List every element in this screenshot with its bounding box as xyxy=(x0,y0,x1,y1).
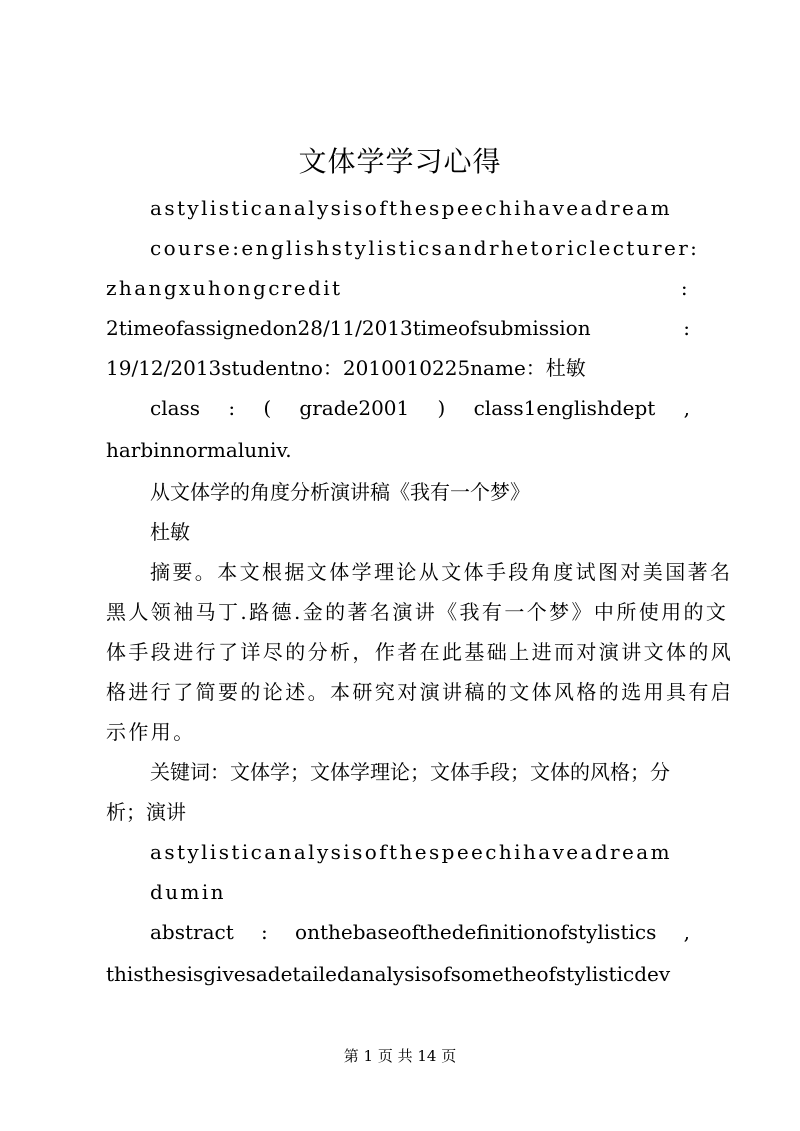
grade-value: grade2001 xyxy=(299,396,410,420)
abstract-line-1: 摘要。本文根据文体学理论从文体手段角度试图对美国著名 xyxy=(150,560,733,584)
class-label: class xyxy=(150,396,201,420)
course-line xyxy=(150,228,700,268)
colon: : xyxy=(228,396,236,420)
lecturer-line xyxy=(106,268,690,308)
class-line xyxy=(150,388,690,428)
english-abstract-line-2: thisthesisgivesadetailedanalysisofsometheofstylisticdev xyxy=(106,962,671,986)
english-abstract-line-1 xyxy=(150,912,690,952)
open-paren: ( xyxy=(263,396,272,420)
keywords-line-1: 关键词：文体学；文体学理论；文体手段；文体的风格；分 xyxy=(150,760,670,784)
colon: : xyxy=(261,920,268,944)
english-author-line: dumin xyxy=(150,880,226,904)
english-title-line-2: astylisticanalysisofthespeechihaveadream xyxy=(150,840,672,864)
course-label: course xyxy=(150,236,233,260)
author-line: 杜敏 xyxy=(150,520,190,544)
abstract-line-3: 体手段进行了详尽的分析，作者在此基础上进而对演讲文体的风 xyxy=(106,640,734,664)
course-value: englishstylisticsandrhetoriclecturer xyxy=(241,236,691,260)
chinese-title-line: 从文体学的角度分析演讲稿《我有一个梦》 xyxy=(150,480,530,504)
abstract-label: abstract xyxy=(150,920,234,944)
comma: , xyxy=(683,920,690,944)
colon: : xyxy=(232,236,242,260)
keywords-line-2: 析；演讲 xyxy=(106,800,186,824)
lecturer-value: zhangxuhongcredit xyxy=(106,276,343,300)
abstract-line-2: 黑人领袖马丁.路德.金的著名演讲《我有一个梦》中所使用的文 xyxy=(106,600,729,624)
abstract-line-5: 示作用。 xyxy=(106,720,196,744)
credit-line xyxy=(106,308,690,348)
colon: : xyxy=(680,276,690,300)
abstract-line-4: 格进行了简要的论述。本研究对演讲稿的文体风格的选用具有启 xyxy=(106,680,734,704)
abstract-text: onthebaseofthedefinitionofstylistics xyxy=(295,920,657,944)
university-line: harbinnormaluniv. xyxy=(106,438,292,462)
comma: , xyxy=(683,396,690,420)
student-line: 19/12/2013studentno：2010010225name：杜敏 xyxy=(106,356,586,380)
english-title-line: astylisticanalysisofthespeechihaveadream xyxy=(150,196,672,220)
colon: : xyxy=(690,236,700,260)
close-paren: ) xyxy=(437,396,446,420)
colon: : xyxy=(683,316,690,340)
class-value: class1englishdept xyxy=(473,396,656,420)
credit-value: 2timeofassignedon28/11/2013timeofsubmission xyxy=(106,316,591,340)
document-title: 文体学学习心得 xyxy=(298,145,502,178)
page-footer: 第 1 页 共 14 页 xyxy=(343,1047,457,1065)
